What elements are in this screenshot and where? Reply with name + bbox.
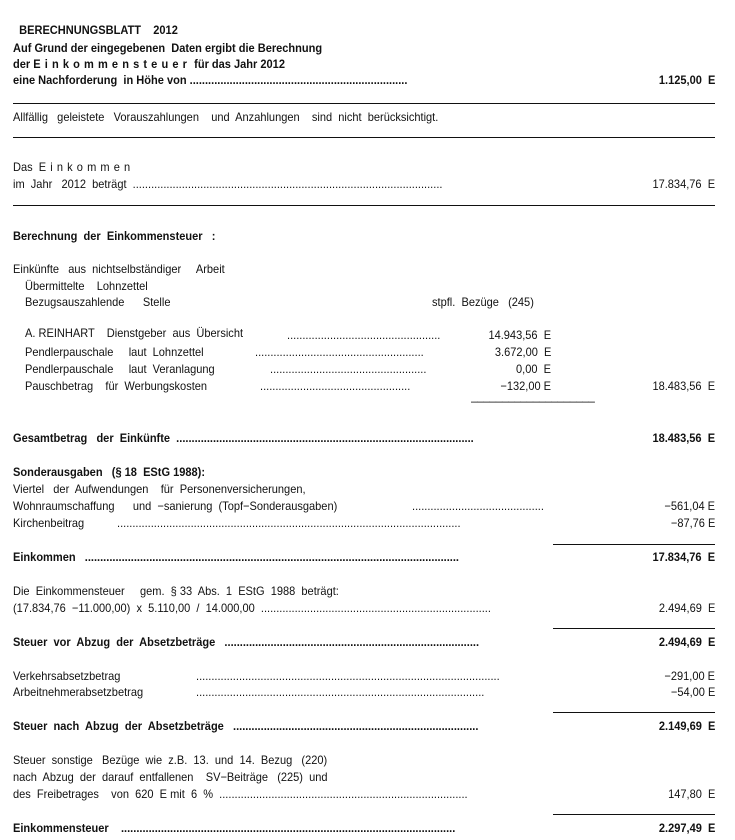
kirchenbeitrag-amount: −87,76 E [670,516,715,530]
employment-total: 18.483,56 E [652,379,715,393]
sum-rule [553,814,715,815]
row-dots: ....................................................... [255,345,424,359]
sum-rule [553,628,715,629]
row-dots: ........................................... [412,499,544,513]
kirchenbeitrag-label: Kirchenbeitrag [13,516,85,530]
topf-sonderausgaben-amount: −561,04 E [664,499,715,513]
income-line-1 [13,160,134,174]
income-line-1-spaced: Einkommen [38,160,135,174]
row-dots: ................................................... [270,362,427,376]
summary-line-2 [13,57,285,71]
verkehrsabsetzbetrag-amount: −291,00 E [664,669,715,683]
subtotal-dash-line: –––––––––––––––––––– [471,394,595,408]
divider [13,103,715,104]
divider [13,205,715,206]
prepayment-note: Allfällig geleistete Vorauszahlungen und Anzahlungen sind nicht berücksichtigt. [13,110,439,124]
row-amount: −132,00 E [500,379,551,393]
summary-line-2-suffix: für das Jahr 2012 [191,57,285,71]
tax-formula-line-1: Die Einkommensteuer gem. § 33 Abs. 1 EStG 1988 beträgt: [13,584,339,598]
calculation-heading: Berechnung der Einkommensteuer : [13,229,216,243]
tax-formula-line-2: (17.834,76 −11.000,00) x 5.110,00 / 14.000,00 ........................................................................... [13,601,491,615]
income-line-1-prefix: Das [13,160,39,174]
sonstige-bezuege-line-2: nach Abzug der darauf entfallenen SV−Beiträge (225) und [13,770,328,784]
income-amount: 17.834,76 E [652,177,715,191]
title-year: 2012 [153,23,178,37]
sum-rule [553,712,715,713]
row-label: Pendlerpauschale laut Veranlagung [25,362,215,376]
arbeitnehmerabsetzbetrag-amount: −54,00 E [670,685,715,699]
gesamtbetrag-label: Gesamtbetrag der Einkünfte ................................................................................................. [13,431,474,445]
row-dots: ................................................................................................... [196,669,500,683]
summary-line-3: eine Nachforderung in Höhe von ....................................................................... [13,73,408,87]
arbeitnehmerabsetzbetrag-label: Arbeitnehmerabsetzbetrag [13,685,144,699]
steuer-vor-label: Steuer vor Abzug der Absetzbeträge ................................................................................... [13,635,480,649]
summary-line-2-prefix: der [13,57,34,71]
einkommen-amount: 17.834,76 E [652,550,715,564]
employment-sub-2: Bezugsauszahlende Stelle [25,295,171,309]
employment-sub-1: Übermittelte Lohnzettel [25,279,148,293]
divider [13,137,715,138]
income-line-2: im Jahr 2012 beträgt ..................................................................................................... [13,177,443,191]
row-dots: .................................................. [287,328,441,342]
title-gap [141,23,153,37]
sonstige-bezuege-line-3: des Freibetrages von 620 E mit 6 % ................................................................................. [13,787,468,801]
employment-label: Einkünfte aus nichtselbständiger Arbeit [13,262,225,276]
sum-rule [553,544,715,545]
gesamtbetrag-amount: 18.483,56 E [652,431,715,445]
column-header-taxable: stpfl. Bezüge (245) [432,295,534,309]
row-label: Pauschbetrag für Werbungskosten [25,379,208,393]
sonstige-bezuege-amount: 147,80 E [667,787,715,801]
row-amount: 0,00 E [516,362,551,376]
row-dots: ................................................. [260,379,411,393]
row-amount: 3.672,00 E [494,345,551,359]
employer-name-clipped: A. REINHART Dienstgeber aus Übersicht [25,326,244,340]
summary-line-2-spaced: Einkommensteuer [33,57,192,71]
verkehrsabsetzbetrag-label: Verkehrsabsetzbetrag [13,669,121,683]
title-text: BERECHNUNGSBLATT [19,23,141,37]
document-title [13,9,178,37]
einkommen-label: Einkommen .......................................................................................................................... [13,550,459,564]
steuer-nach-amount: 2.149,69 E [658,719,715,733]
row-label: Pendlerpauschale laut Lohnzettel [25,345,204,359]
row-dots: ................................................................................................................ [117,516,461,530]
sonderausgaben-heading: Sonderausgaben (§ 18 EStG 1988): [13,465,206,479]
steuer-vor-amount: 2.494,69 E [658,635,715,649]
steuer-nach-label: Steuer nach Abzug der Absetzbeträge ................................................................................ [13,719,479,733]
einkommensteuer-label: Einkommensteuer ............................................................................................................. [13,821,456,835]
sonstige-bezuege-line-1: Steuer sonstige Bezüge wie z.B. 13. und 14. Bezug (220) [13,753,328,767]
tax-formula-amount: 2.494,69 E [658,601,715,615]
sonderausgaben-line-1: Viertel der Aufwendungen für Personenversicherungen, [13,482,306,496]
summary-line-1: Auf Grund der eingegebenen Daten ergibt die Berechnung [13,41,323,55]
row-amount: 14.943,56 E [488,328,551,342]
nachforderung-amount: 1.125,00 E [658,73,715,87]
einkommensteuer-amount: 2.297,49 E [658,821,715,835]
row-dots: .............................................................................................. [196,685,485,699]
sonderausgaben-line-2: Wohnraumschaffung und −sanierung (Topf−Sonderausgaben) [13,499,338,513]
